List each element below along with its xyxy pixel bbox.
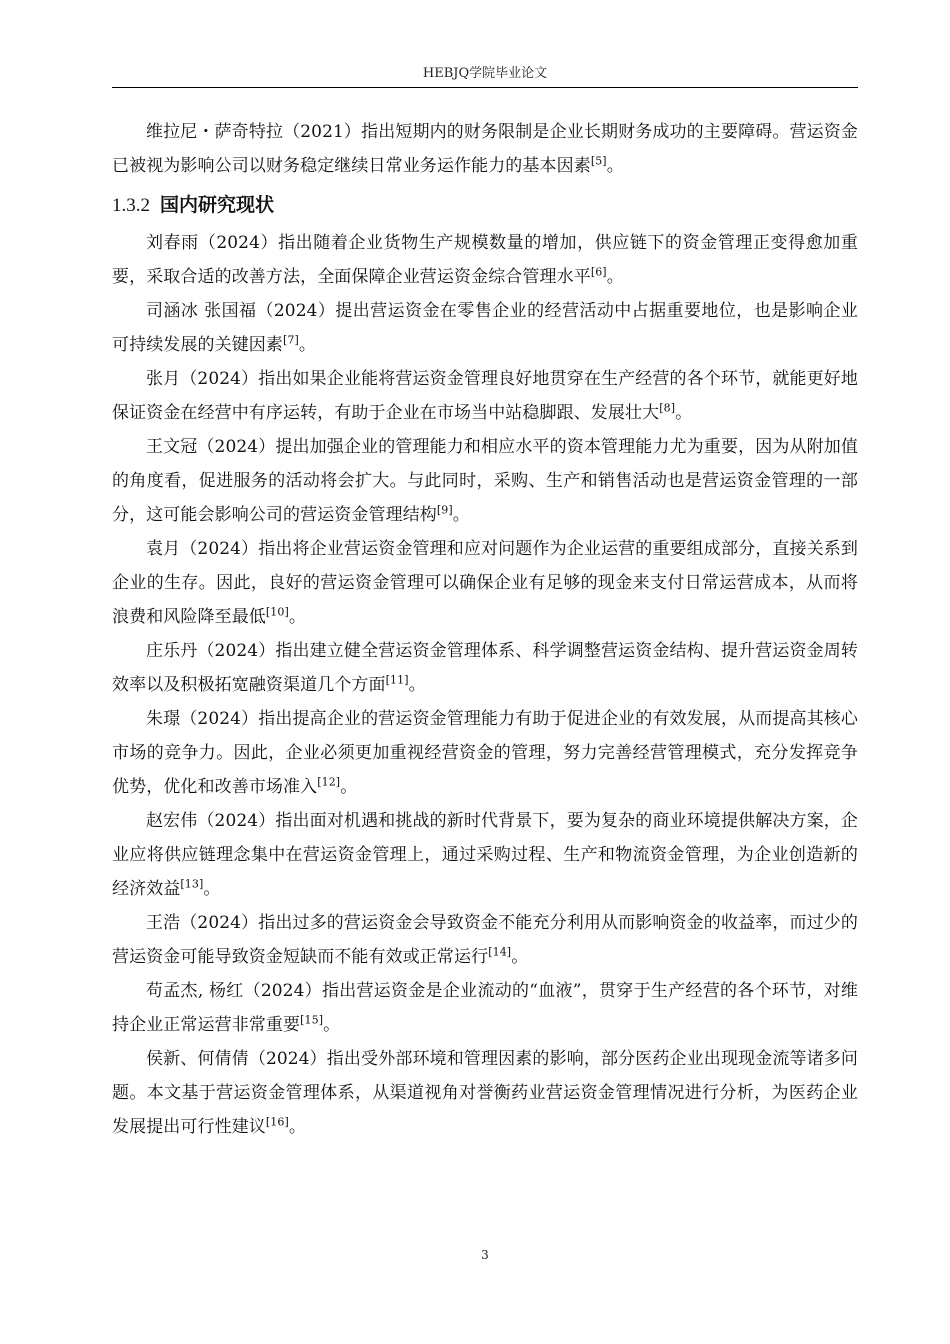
citation-ref: [16]: [265, 1115, 289, 1129]
paragraph-end: 。: [452, 505, 470, 525]
citation-ref: [11]: [385, 673, 409, 687]
header-rule: [112, 87, 858, 88]
section-title: 国内研究现状: [160, 194, 275, 216]
citation-ref: [15]: [300, 1013, 324, 1027]
paragraph-end: 。: [511, 947, 529, 967]
paragraph-7: [112, 702, 858, 804]
paragraph-end: 。: [606, 156, 624, 176]
paragraph-end: 。: [298, 335, 316, 355]
paragraph-text: 司涵冰 张国福（2024）提出营运资金在零售企业的经营活动中占据重要地位，也是影响企业可持续发展的关键因素: [112, 301, 858, 355]
paragraph-1: [112, 226, 858, 294]
citation-ref: [5]: [590, 154, 607, 168]
citation-ref: [7]: [283, 333, 299, 347]
paragraph-2: [112, 294, 858, 362]
paragraph-end: 。: [340, 777, 358, 797]
paragraph-9: [112, 906, 858, 974]
citation-ref: [12]: [317, 775, 341, 789]
paragraph-text: 庄乐丹（2024）指出建立健全营运资金管理体系、科学调整营运资金结构、提升营运资金周转效率以及积极拓宽融资渠道几个方面: [112, 641, 858, 695]
paragraph-5: [112, 532, 858, 634]
paragraph-end: 。: [288, 607, 306, 627]
paragraph-8: [112, 804, 858, 906]
paragraph-end: 。: [606, 267, 624, 287]
paragraph-4: [112, 430, 858, 532]
paragraph-3: [112, 362, 858, 430]
paragraph-end: 。: [323, 1015, 341, 1035]
paragraph-text: 张月（2024）指出如果企业能将营运资金管理良好地贯穿在生产经营的各个环节，就能更好地保证资金在经营中有序运转，有助于企业在市场当中站稳脚跟、发展壮大: [112, 369, 858, 423]
paragraph-end: 。: [203, 879, 221, 899]
paragraph-end: 。: [408, 675, 426, 695]
paragraph-text: 维拉尼・萨奇特拉（2021）指出短期内的财务限制是企业长期财务成功的主要障碍。营运资金已被视为影响公司以财务稳定继续日常业务运作能力的基本因素: [112, 122, 858, 176]
paragraph-text: 赵宏伟（2024）指出面对机遇和挑战的新时代背景下，要为复杂的商业环境提供解决方案，企业应将供应链理念集中在营运资金管理上，通过采购过程、生产和物流资金管理，为企业创造新的经济效益: [112, 811, 858, 899]
citation-ref: [13]: [180, 877, 204, 891]
section-heading: [112, 183, 858, 226]
paragraph-end: 。: [288, 1117, 306, 1137]
paragraph-text: 刘春雨（2024）指出随着企业货物生产规模数量的增加，供应链下的资金管理正变得愈加重要，采取合适的改善方法，全面保障企业营运资金综合管理水平: [112, 233, 858, 287]
paragraph-0: [112, 115, 858, 183]
paragraph-text: 袁月（2024）指出将企业营运资金管理和应对问题作为企业运营的重要组成部分，直接关系到企业的生存。因此，良好的营运资金管理可以确保企业有足够的现金来支付日常运营成本，从而将浪费和风险降至最低: [112, 539, 858, 627]
paragraph-text: 王文冠（2024）提出加强企业的管理能力和相应水平的资本管理能力尤为重要，因为从附加值的角度看，促进服务的活动将会扩大。与此同时，采购、生产和销售活动也是营运资金管理的一部分，这可能会影响公司的营运资金管理结构: [112, 437, 858, 525]
paragraph-10: [112, 974, 858, 1042]
paragraph-end: 。: [675, 403, 693, 423]
running-header: HEBJQ学院毕业论文: [422, 66, 548, 81]
citation-ref: [8]: [659, 401, 676, 415]
page-number: 3: [481, 1248, 489, 1262]
section-number: 1.3.2: [112, 195, 150, 216]
citation-ref: [14]: [488, 945, 512, 959]
paragraph-6: [112, 634, 858, 702]
citation-ref: [10]: [265, 605, 289, 619]
paragraph-11: [112, 1042, 858, 1144]
page-body: [112, 115, 858, 1144]
paragraph-text: 苟孟杰, 杨红（2024）指出营运资金是企业流动的“血液”，贯穿于生产经营的各个环节，对维持企业正常运营非常重要: [112, 981, 858, 1035]
paragraph-text: 王浩（2024）指出过多的营运资金会导致资金不能充分利用从而影响资金的收益率，而过少的营运资金可能导致资金短缺而不能有效或正常运行: [112, 913, 858, 967]
paragraph-text: 朱璟（2024）指出提高企业的营运资金管理能力有助于促进企业的有效发展，从而提高其核心市场的竞争力。因此，企业必须更加重视经营资金的管理，努力完善经营管理模式，充分发挥竞争优势，优化和改善市场准入: [112, 709, 858, 797]
citation-ref: [9]: [436, 503, 453, 517]
paragraph-text: 侯新、何倩倩（2024）指出受外部环境和管理因素的影响，部分医药企业出现现金流等诸多问题。本文基于营运资金管理体系，从渠道视角对誉衡药业营运资金管理情况进行分析，为医药企业发展提出可行性建议: [112, 1049, 858, 1137]
citation-ref: [6]: [590, 265, 607, 279]
